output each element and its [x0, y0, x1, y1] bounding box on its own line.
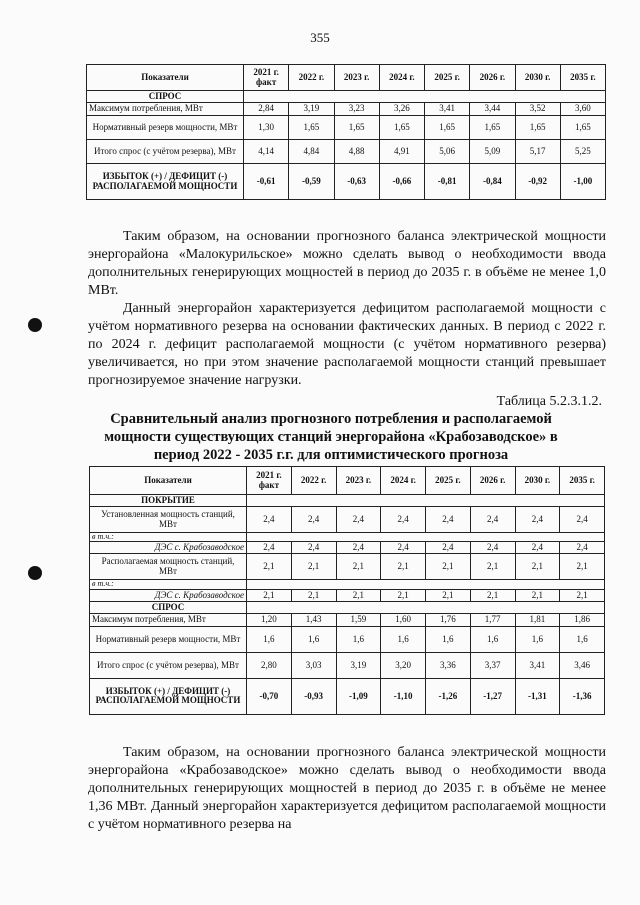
section-row: [90, 495, 605, 507]
deficit-row: ИЗБЫТОК (+) / ДЕФИЦИТ (-) РАСПОЛАГАЕМОЙ МОЩНОСТИ -0,70 -0,93 -1,09 -1,10 -1,26 -1,27 -1,31 -1,36: [90, 678, 605, 714]
section-row: [90, 601, 605, 613]
col-header: 2023 г.: [336, 467, 381, 495]
punch-hole-mark: [28, 318, 42, 332]
col-header: Показатели: [87, 65, 244, 91]
col-header: 2030 г.: [515, 467, 560, 495]
paragraph-conclusion-malokurilskoe: Таким образом, на основании прогнозного баланса электрической мощности энергорайона «Малокурильское» можно сделать вывод о необходимости ввода дополнительных генерирующих мощностей в период до 2035 г. в объёме не менее 1,0 МВт.: [88, 229, 606, 298]
table-row: Установленная мощность станций, МВт 2,4 2,4 2,4 2,4 2,4 2,4 2,4 2,4: [90, 507, 605, 533]
col-header: 2024 г.: [379, 65, 424, 91]
col-header: Показатели: [90, 467, 247, 495]
balance-table-malokurilskoe: [86, 64, 606, 200]
col-header: 2023 г.: [334, 65, 379, 91]
col-header: 2021 г. факт: [247, 467, 292, 495]
table-header-row: [90, 467, 605, 495]
section-demand: СПРОС: [87, 91, 244, 103]
table-row: Нормативный резерв мощности, МВт 1,6 1,6 1,6 1,6 1,6 1,6 1,6 1,6: [90, 626, 605, 652]
punch-hole-mark: [28, 566, 42, 580]
table-row: Максимум потребления, МВт 1,20 1,43 1,59 1,60 1,76 1,77 1,81 1,86: [90, 613, 605, 626]
section-row: [87, 91, 606, 103]
table-row: Максимум потребления, МВт 2,84 3,19 3,23 3,26 3,41 3,44 3,52 3,60: [87, 103, 606, 116]
col-header: 2025 г.: [426, 467, 471, 495]
col-header: 2035 г.: [560, 65, 605, 91]
col-header: 2035 г.: [560, 467, 605, 495]
col-header: 2026 г.: [470, 467, 515, 495]
col-header: 2022 г.: [289, 65, 334, 91]
deficit-row: ИЗБЫТОК (+) / ДЕФИЦИТ (-) РАСПОЛАГАЕМОЙ МОЩНОСТИ -0,61 -0,59 -0,63 -0,66 -0,81 -0,84 -0,92 -1,00: [87, 164, 606, 200]
paragraph-deficit-description: Данный энергорайон характеризуется дефицитом располагаемой мощности с учётом нормативного резерва на основании фактических данных. В период с 2022 г. по 2024 г. дефицит располагаемой мощности (с учётом нормативного резерва) увеличивается, но при этом значение располагаемой мощности станций превышает прогнозируемое значение нагрузки.: [88, 301, 606, 388]
col-header: 2022 г.: [291, 467, 336, 495]
col-header: 2026 г.: [470, 65, 515, 91]
paragraph-conclusion-krabozavodskoe: Таким образом, на основании прогнозного баланса электрической мощности энергорайона «Крабозаводское» можно сделать вывод о необходимости ввода дополнительных генерирующих мощностей в период до 2035 г. в объёме не менее 1,36 МВт. Данный энергорайон характеризуется дефицитом располагаемой мощности с учётом нормативного резерва на: [88, 745, 606, 832]
section-demand: СПРОС: [90, 601, 247, 613]
including-row: в т.ч.:: [90, 533, 605, 542]
section-supply: ПОКРЫТИЕ: [90, 495, 247, 507]
col-header: 2021 г. факт: [244, 65, 289, 91]
col-header: 2030 г.: [515, 65, 560, 91]
col-header: 2025 г.: [425, 65, 470, 91]
col-header: 2024 г.: [381, 467, 426, 495]
page-number: 355: [310, 30, 330, 45]
table-row: Итого спрос (с учётом резерва), МВт 4,14 4,84 4,88 4,91 5,06 5,09 5,17 5,25: [87, 140, 606, 164]
table-caption: Таблица 5.2.3.1.2.: [496, 394, 602, 409]
table-row: ДЭС с. Крабозаводское 2,4 2,4 2,4 2,4 2,4 2,4 2,4 2,4: [90, 542, 605, 554]
table-row: Итого спрос (с учётом резерва), МВт 2,80 3,03 3,19 3,20 3,36 3,37 3,41 3,46: [90, 652, 605, 678]
balance-table-krabozavodskoe: [89, 466, 605, 715]
table-header-row: [87, 65, 606, 91]
including-row: в т.ч.:: [90, 580, 605, 589]
table-row: Нормативный резерв мощности, МВт 1,30 1,65 1,65 1,65 1,65 1,65 1,65 1,65: [87, 116, 606, 140]
table-row: ДЭС с. Крабозаводское 2,1 2,1 2,1 2,1 2,1 2,1 2,1 2,1: [90, 589, 605, 601]
table-title: Сравнительный анализ прогнозного потребления и располагаемой мощности существующих станций энергорайона «Крабозаводское» в период 2022 - 2035 г.г. для оптимистического прогноза: [104, 411, 558, 463]
table-row: Располагаемая мощность станций, МВт 2,1 2,1 2,1 2,1 2,1 2,1 2,1 2,1: [90, 554, 605, 580]
